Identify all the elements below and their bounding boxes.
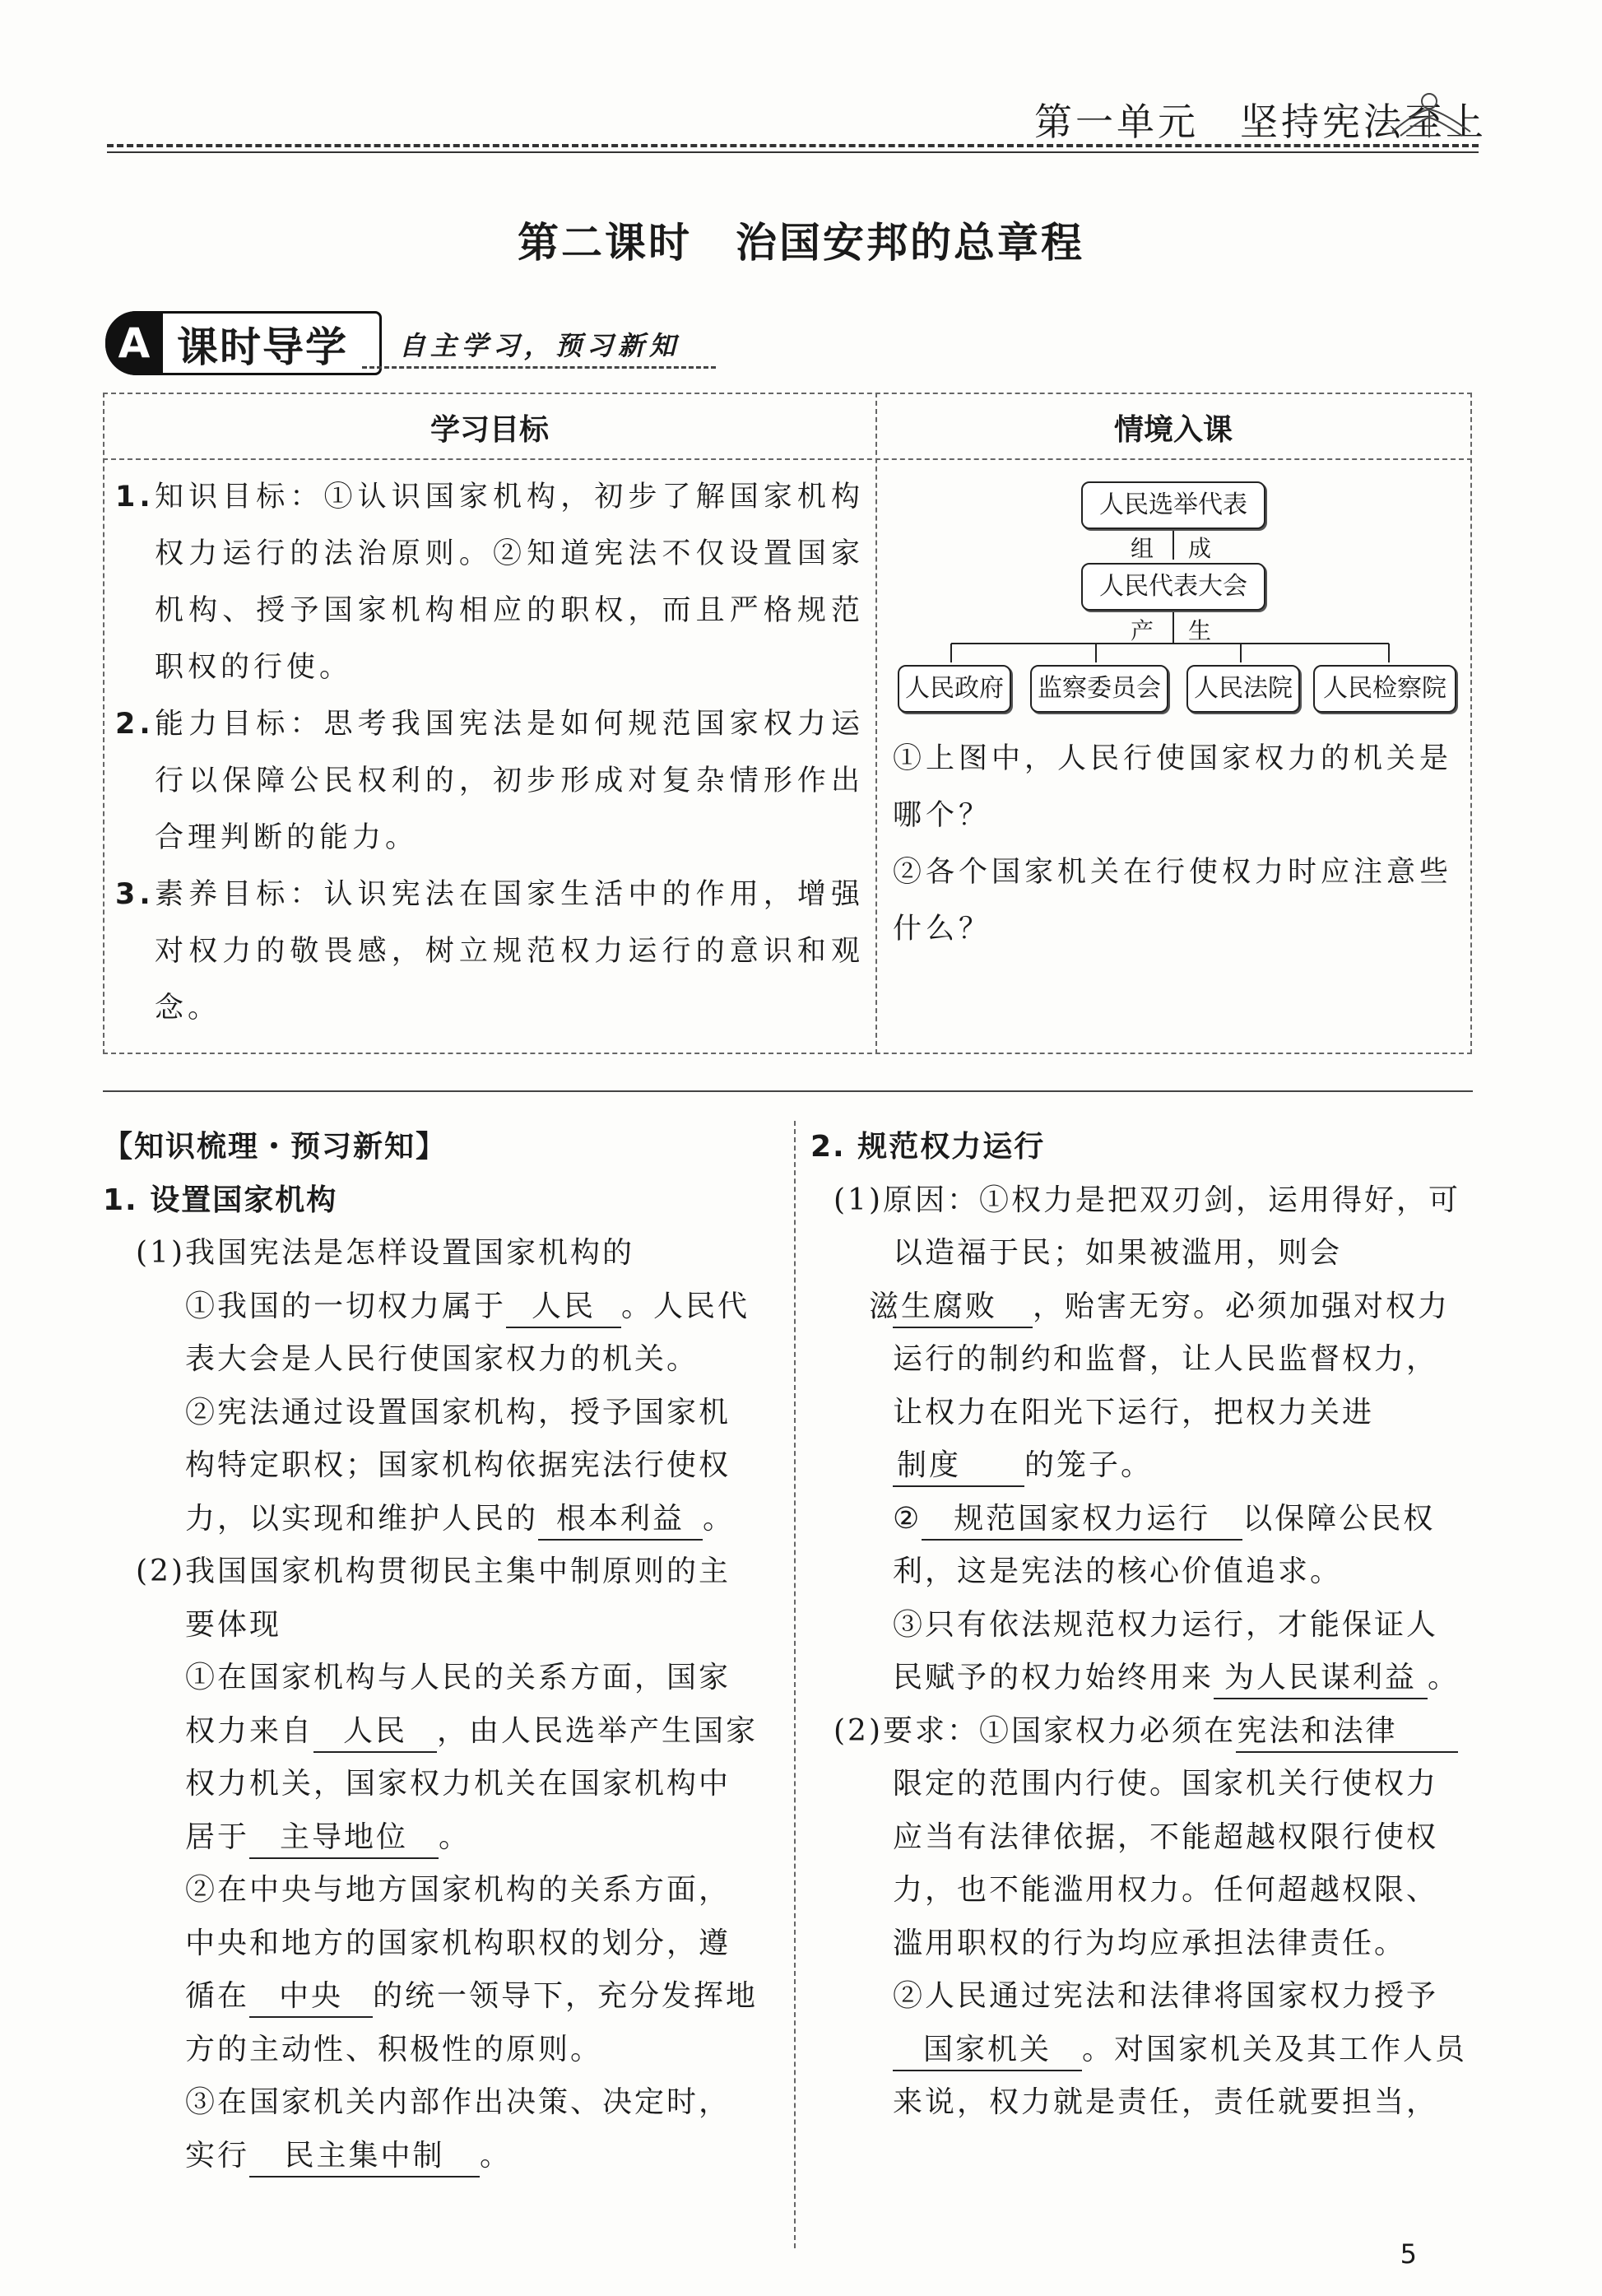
- goal-text: 知识目标：①认识国家机构，初步了解国家机构权力运行的法治原则。②知道宪法不仅设置国家机构、授予国家机构相应的职权，而且严格规范职权的行使。: [155, 481, 864, 684]
- answer-blank: 规范国家权力运行: [922, 1499, 1242, 1541]
- answer-blank: 中央: [249, 1977, 373, 2018]
- knowledge-left-column: [103, 1121, 761, 2182]
- table-header-rule: [103, 458, 1472, 460]
- answer-blank: 滋生腐败: [893, 1287, 1033, 1328]
- answer-blank: 根本利益: [538, 1499, 703, 1541]
- link-label: 产: [1131, 617, 1154, 644]
- question-item: ②各个国家机关在行使权力时应注意些什么？: [893, 856, 1453, 946]
- goal-item: [115, 867, 864, 1037]
- learning-goals-list: [115, 469, 864, 1037]
- header-rule-solid: [107, 151, 1479, 153]
- sub-question: (2)我国国家机构贯彻民主集中制原则的主要体现: [136, 1555, 731, 1642]
- goal-text: 素养目标：认识宪法在国家生活中的作用，增强对权力的敬畏感，树立规范权力运行的意识和观念。: [155, 878, 864, 1025]
- answer-blank: 人民: [506, 1287, 621, 1328]
- goal-text: 能力目标：思考我国宪法是如何规范国家权力运行以保障公民权利的，初步形成对复杂情形作出合理判断的能力。: [155, 708, 864, 854]
- topic-title: 1. 设置国家机构: [103, 1183, 338, 1217]
- answer-blank: 国家机关: [893, 2030, 1082, 2071]
- node-government: 人民政府: [898, 665, 1011, 713]
- paragraph: ②宪法通过设置国家机构，授予国家机构特定职权；国家机构依据宪法行使权力，以实现和维护人民的 根本利益 。: [103, 1387, 761, 1546]
- paragraph: ③只有依法规范权力运行，才能保证人民赋予的权力始终用来 为人民谋利益 。: [810, 1599, 1469, 1705]
- goal-number: 3.: [115, 878, 155, 911]
- section-title: 课时导学: [177, 323, 348, 371]
- answer-blank: 为人民谋利益: [1214, 1658, 1428, 1699]
- node-supervisory-commission: 监察委员会: [1030, 665, 1168, 713]
- paragraph: ② 规范国家权力运行 以保障公民权利，这是宪法的核心价值追求。: [810, 1493, 1469, 1599]
- section-subtitle-rule: [362, 366, 716, 369]
- answer-blank: 人民: [313, 1712, 437, 1753]
- goal-number: 1.: [115, 481, 155, 514]
- sub-question: (1)我国宪法是怎样设置国家机构的: [136, 1236, 634, 1270]
- unit-title: 第一单元 坚持宪法至上: [1034, 100, 1487, 144]
- node-peoples-congress: 人民代表大会: [1081, 563, 1265, 611]
- node-procuratorate: 人民检察院: [1313, 665, 1456, 713]
- section-letter-badge: A: [105, 311, 163, 375]
- paragraph: ②人民通过宪法和法律将国家权力授予国家机关 。对国家机关及其工作人员来说，权力就是责任，责任就要担当，: [893, 1979, 1468, 2119]
- paragraph: ①我国的一切权力属于 人民 。人民代表大会是人民行使国家权力的机关。: [103, 1280, 761, 1387]
- section-divider: [103, 1090, 1473, 1092]
- link-label: 组: [1131, 535, 1154, 562]
- paragraph: (2)要求：①国家权力必须在宪法和法律限定的范围内行使。国家机关行使权力应当有法律依据，不能超越权限行使权力，也不能滥用权力。任何超越权限、滥用职权的行为均应承担法律责任。: [810, 1705, 1469, 1971]
- node-court: 人民法院: [1186, 665, 1300, 713]
- state-organ-chart: [877, 461, 1470, 724]
- answer-blank: 制度: [893, 1446, 1024, 1487]
- learning-goals-header: 学习目标: [430, 413, 549, 447]
- answer-blank: 宪法和法律: [1236, 1712, 1458, 1753]
- lesson-title: 第二课时 治国安邦的总章程: [518, 219, 1084, 267]
- node-people-elect-deputies: 人民选举代表: [1081, 481, 1265, 529]
- knowledge-heading: 【知识梳理・预习新知】: [103, 1130, 448, 1164]
- paragraph: ③在国家机关内部作出决策、决定时，实行 民主集中制 。: [103, 2076, 761, 2182]
- paragraph: (1)原因：①权力是把双刃剑，运用得好，可以造福于民；如果被滥用，则会滋生腐败 ，贻害无穷。必须加强对权力运行的制约和监督，让人民监督权力，让权力在阳光下运行，把权力关进制度 的笼子。: [810, 1174, 1469, 1493]
- flower-ornament-icon: [1384, 86, 1479, 144]
- link-label: 成: [1188, 535, 1212, 562]
- knowledge-right-column: [810, 1121, 1469, 2130]
- goal-number: 2.: [115, 708, 155, 741]
- answer-blank: 民主集中制: [249, 2136, 480, 2177]
- goal-item: [115, 469, 864, 696]
- goal-item: [115, 696, 864, 867]
- paragraph: ②在中央与地方国家机构的关系方面，中央和地方的国家机构职权的划分，遵循在 中央 的统一领导下，充分发挥地方的主动性、积极性的原则。: [185, 1873, 759, 2066]
- context-questions: [893, 731, 1460, 958]
- column-divider: [794, 1121, 796, 2248]
- paragraph: ①在国家机构与人民的关系方面，国家权力来自 人民 ，由人民选举产生国家权力机关，国家权力机关在国家机构中居于 主导地位 。: [103, 1652, 761, 1864]
- question-item: ①上图中，人民行使国家权力的机关是哪个？: [893, 742, 1453, 832]
- context-intro-header: 情境入课: [1113, 413, 1233, 447]
- header-rule: [107, 144, 1479, 147]
- answer-blank: 主导地位: [249, 1818, 439, 1859]
- link-label: 生: [1188, 617, 1212, 644]
- page-number: 5: [1400, 2238, 1417, 2270]
- topic-title: 2. 规范权力运行: [810, 1130, 1046, 1164]
- section-subtitle: 自主学习，预习新知: [399, 330, 681, 361]
